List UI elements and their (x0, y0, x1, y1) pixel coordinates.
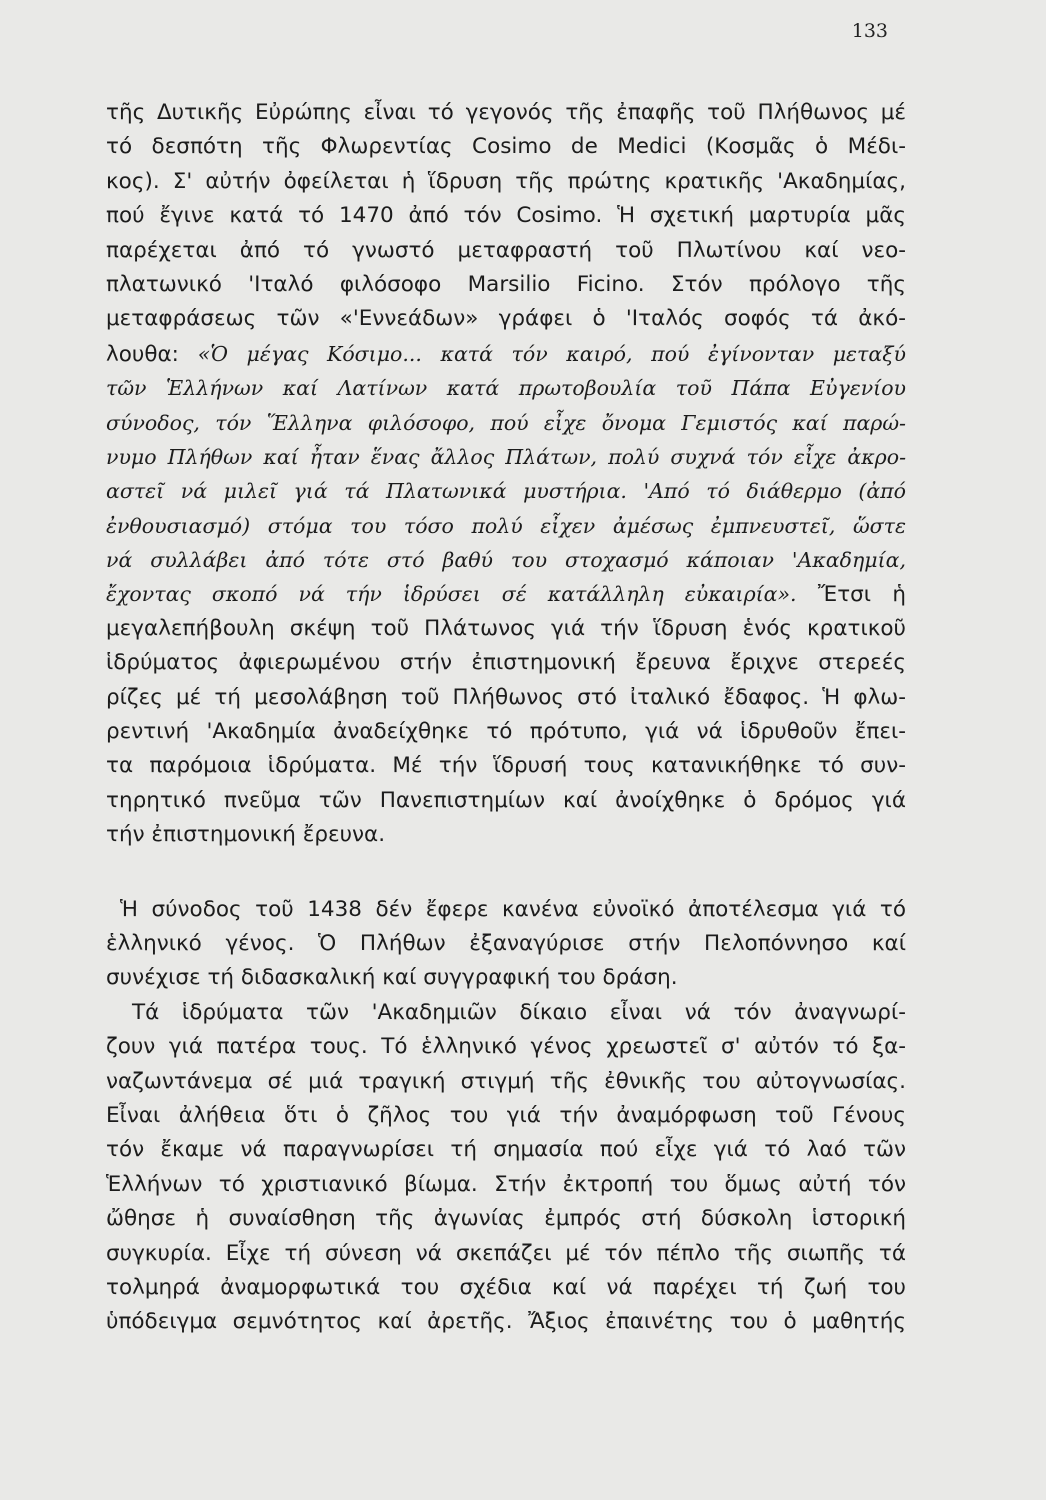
text-line: πού ἔγινε κατά τό 1470 ἀπό τόν Cosimo. Ἡ σχετική μαρτυρία μᾶς (106, 203, 906, 229)
quote-outro: Ἔτσι ἡ (796, 582, 906, 608)
text-line: τῆς Δυτικῆς Εὐρώπης εἶναι τό γεγονός τῆς ἐπαφῆς τοῦ Πλήθωνος μέ (106, 100, 906, 125)
text-line: τό δεσπότη τῆς Φλωρεντίας Cosimo de Medici (Κοσμᾶς ὁ Μέδι- (106, 134, 906, 160)
text-line: τόν ἔκαμε νά παραγνωρίσει τή σημασία πού εἶχε γιά τό λαό τῶν (106, 1137, 906, 1163)
quote-text: ἔχοντας σκοπό νά τήν ἱδρύσει σέ κατάλληλη εὐκαιρία». (106, 582, 797, 607)
quote-line: ἐνθουσιασμό) στόμα του τόσο πολύ εἶχεν ἀμέσως ἐμπνευστεῖ, ὥστε (106, 513, 906, 538)
text-line: μεγαλεπήβουλη σκέψη τοῦ Πλάτωνος γιά τήν ἵδρυση ἑνός κρατικοῦ (106, 615, 906, 641)
paragraph-gap (106, 853, 906, 893)
text-line: τα παρόμοια ἱδρύματα. Μέ τήν ἵδρυσή τους κατανικήθηκε τό συν- (106, 753, 906, 779)
text-line: ὤθησε ἡ συναίσθηση τῆς ἀγωνίας ἐμπρός στή δύσκολη ἱστορική (106, 1206, 906, 1232)
quote-line: σύνοδος, τόν Ἕλληνα φιλόσοφο, πού εἶχε ὄνομα Γεμιστός καί παρώ- (106, 410, 906, 435)
text-line: τηρητικό πνεῦμα τῶν Πανεπιστημίων καί ἀνοίχθηκε ὁ δρόμος γιά (106, 787, 906, 813)
text-line: τολμηρά ἀναμορφωτικά του σχέδια καί νά παρέχει τή ζωή του (106, 1274, 906, 1300)
quote-text: «Ὁ μέγας Κόσιμο... κατά τόν καιρό, πού ἐγίνονταν μεταξύ (197, 341, 906, 366)
quote-line: νυμο Πλήθων καί ἦταν ἕνας ἄλλος Πλάτων, πολύ συχνά τόν εἶχε ἀκρο- (106, 444, 906, 469)
text-line: ἑλληνικό γένος. Ὁ Πλήθων ἐξαναγύρισε στήν Πελοπόννησο καί (106, 930, 906, 956)
text-line: παρέχεται ἀπό τό γνωστό μεταφραστή τοῦ Πλωτίνου καί νεο- (106, 237, 906, 263)
quote-line: τῶν Ἑλλήνων καί Λατίνων κατά πρωτοβουλία τοῦ Πάπα Εὐγενίου (106, 376, 906, 401)
text-line: ναζωντάνεμα σέ μιά τραγική στιγμή τῆς ἐθνικῆς του αὐτογνωσίας. (106, 1068, 906, 1094)
text-line: συνέχισε τή διδασκαλική καί συγγραφική του δράση. (106, 965, 678, 991)
text-line: πλατωνικό 'Ιταλό φιλόσοφο Marsilio Ficino. Στόν πρόλογο τῆς (106, 271, 906, 297)
text-line: Ἡ σύνοδος τοῦ 1438 δέν ἔφερε κανένα εὐνοϊκό ἀποτέλεσμα γιά τό (120, 896, 906, 922)
text-line: ρεντινή 'Ακαδημία ἀναδείχθηκε τό πρότυπο, γιά νά ἱδρυθοῦν ἔπει- (106, 719, 906, 745)
quote-line: νά συλλάβει ἀπό τότε στό βαθύ του στοχασμό κάποιαν 'Ακαδημία, (106, 548, 906, 573)
quote-intro: λουθα: (106, 341, 198, 367)
quote-line: αστεῖ νά μιλεῖ γιά τά Πλατωνικά μυστήρια. 'Από τό διάθερμο (ἀπό (106, 479, 906, 504)
text-line: Τά ἱδρύματα τῶν 'Ακαδημιῶν δίκαιο εἶναι νά τόν ἀναγνωρί- (132, 999, 906, 1025)
text-line: Εἶναι ἀλήθεια ὅτι ὁ ζῆλος του γιά τήν ἀναμόρφωση τοῦ Γένους (106, 1102, 906, 1128)
page-body (106, 96, 906, 1340)
paragraph-2 (106, 893, 906, 996)
text-line: τήν ἐπιστημονική ἔρευνα. (106, 822, 386, 848)
page-number: 133 (851, 20, 888, 42)
text-line: ζουν γιά πατέρα τους. Τό ἑλληνικό γένος χρεωστεῖ σ' αὐτόν τό ξα- (106, 1034, 906, 1060)
text-line (106, 337, 906, 371)
text-line: μεταφράσεως τῶν «'Εννεάδων» γράφει ὁ 'Ιταλός σοφός τά ἀκό- (106, 306, 906, 332)
text-line: ρίζες μέ τή μεσολάβηση τοῦ Πλήθωνος στό ἰταλικό ἔδαφος. Ἡ φλω- (106, 684, 906, 710)
paragraph-1 (106, 96, 906, 853)
text-line: κος). Σ' αὐτήν ὀφείλεται ἡ ἵδρυση τῆς πρώτης κρατικῆς 'Ακαδημίας, (106, 168, 906, 194)
text-line: ὑπόδειγμα σεμνότητος καί ἀρετῆς. Ἄξιος ἐπαινέτης του ὁ μαθητής (106, 1309, 906, 1335)
text-line: Ἑλλήνων τό χριστιανικό βίωμα. Στήν ἐκτροπή του ὅμως αὐτή τόν (106, 1171, 906, 1197)
text-line: ἱδρύματος ἀφιερωμένου στήν ἐπιστημονική ἔρευνα ἔριχνε στερεές (106, 650, 906, 676)
text-line (106, 577, 906, 611)
paragraph-3 (106, 996, 906, 1340)
text-line: συγκυρία. Εἶχε τή σύνεση νά σκεπάζει μέ τόν πέπλο τῆς σιωπῆς τά (106, 1240, 906, 1266)
